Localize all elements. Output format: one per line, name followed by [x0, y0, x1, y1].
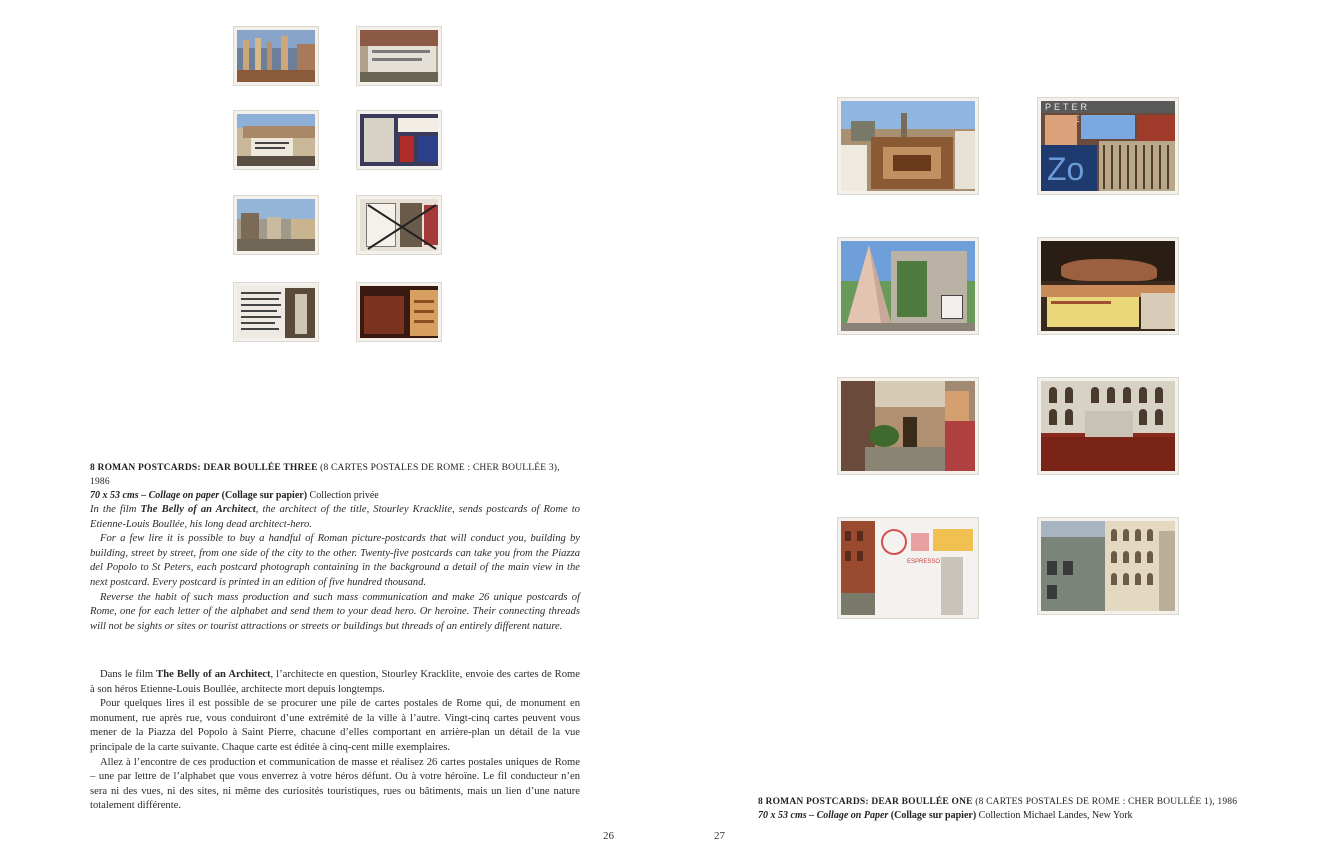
- caption-line-1: [90, 461, 580, 489]
- postcard-forum-ruins: [234, 27, 318, 85]
- postcard-crossed-collage: [357, 196, 441, 254]
- postcard-rome-skyline: [838, 98, 978, 194]
- caption-line-2: [758, 809, 1318, 823]
- french-text: [90, 668, 580, 814]
- postcard-fountain-collage: [357, 27, 441, 85]
- caption-title: 8 ROMAN POSTCARDS: DEAR BOULLÉE THREE: [90, 463, 318, 473]
- postcard-espresso-stamps: [838, 518, 978, 618]
- caption-title: 8 ROMAN POSTCARDS: DEAR BOULLÉE ONE: [758, 797, 973, 807]
- caption-collection: Collection privée: [309, 490, 379, 501]
- french-paragraph-3: Allez à l’encontre de ces production et communication de masse et réalisez 26 cartes postales uniques de Rome – une par lettre de l’alphabet que vous enverrez à votre héros défunt. Ou à votre héroïne. Le fil conducteur n’en sera ni des vues, ni des sites, ni même des curiosités touristiques, rues ou bâtiments, mais un lien d’une nature totalement différente.: [90, 756, 580, 812]
- postcard-courtyard-arch: [838, 378, 978, 474]
- espresso-label: ESPRESSO: [907, 559, 941, 565]
- film-title-fr: The Belly of an Architect: [156, 669, 271, 680]
- postcard-piazza-monument: [234, 196, 318, 254]
- french-p1-start: Dans le film: [100, 669, 157, 680]
- postcard-handwriting-statue: [234, 283, 318, 341]
- caption-title-fr: (8 CARTES POSTALES DE ROME : CHER BOULLÉE 1), 1986: [975, 797, 1238, 807]
- postcard-pantheon-inscription: [234, 111, 318, 169]
- artwork-caption: [90, 461, 580, 503]
- caption-dimensions: 70 x 53 cms – Collage on paper: [90, 490, 220, 501]
- postcard-statue-collage: [357, 111, 441, 169]
- caption-line-1: [758, 795, 1318, 809]
- postcard-reclining-figure: [1038, 238, 1178, 334]
- english-paragraph-2: For a few lire it is possible to buy a handful of Roman picture-postcards that will conduct you, building by building, street by street, from one side of the city to the other. Twenty-five postcards can take you from the Piazza del Popolo to St Peters, each postcard photograph containing in the background a detail of the main view in the next postcard. Every postcard is printed in an edition of five hundred thousand.: [90, 533, 580, 588]
- caption-dimensions: 70 x 53 cms – Collage on Paper: [758, 810, 889, 821]
- film-title: The Belly of an Architect: [140, 504, 256, 515]
- english-p1-start: In the film: [90, 504, 141, 515]
- postcard-pyramid-cestius: [838, 238, 978, 334]
- caption-medium-fr: (Collage sur papier): [221, 490, 308, 501]
- page-number-left: 26: [603, 830, 614, 842]
- cross-mark-icon: [360, 199, 441, 254]
- postcard-greenaway-collage: [1038, 98, 1178, 194]
- english-paragraph-1: [90, 503, 580, 532]
- french-paragraph-2: Pour quelques lires il est possible de se procurer une pile de cartes postales de Rome qui, de monument en monument, rue après rue, vous conduiront d’une extrémité de la ville à l’autre. Vingt-cinq cartes peuvent vous mener de la Piazza del Popolo à Saint Pierre, chacune d’elles comportant en arrière-plan un détail de la vue principale de la carte suivante. Chaque carte est éditée à cinq-cent mille exemplaires.: [90, 698, 580, 753]
- page-number-right: 27: [714, 830, 725, 842]
- french-paragraph-1: [90, 668, 580, 697]
- zo-label: Zo: [1047, 151, 1085, 187]
- caption-medium-fr: (Collage sur papier): [890, 810, 977, 821]
- english-p1-end: , the architect of the title, Stourley Kracklite, sends postcards of Rome to Etienne-Louis Boullée, his long dead architect-hero.: [90, 504, 580, 530]
- artwork-caption-right: [758, 795, 1318, 823]
- english-paragraph-3: Reverse the habit of such mass production and such mass communication and make 26 unique postcards of Rome, one for each letter of the alphabet and send them to your dead hero. Or heroine. Their connecting threads will not be sights or sites or tourist attractions or streets or buildings but threads of an entirely different nature.: [90, 591, 580, 632]
- caption-title-fr: (8 CARTES POSTALES DE ROME : CHER BOULLÉE 3), 1986: [90, 463, 560, 487]
- french-p1-end: , l’architecte en question, Stourley Kracklite, envoie des cartes de Rome à son héros Etienne-Louis Boullée, architecte mort depuis longtemps.: [90, 669, 580, 695]
- english-text: [90, 503, 580, 634]
- postcard-square-colosseum: [1038, 518, 1178, 614]
- greenaway-label: PETER: [1045, 102, 1091, 112]
- postcard-colosseum-square: [1038, 378, 1178, 474]
- right-page: [670, 0, 1340, 857]
- caption-line-2: [90, 489, 580, 503]
- postcard-church-stairs: [357, 283, 441, 341]
- caption-collection: Collection Michael Landes, New York: [978, 810, 1133, 821]
